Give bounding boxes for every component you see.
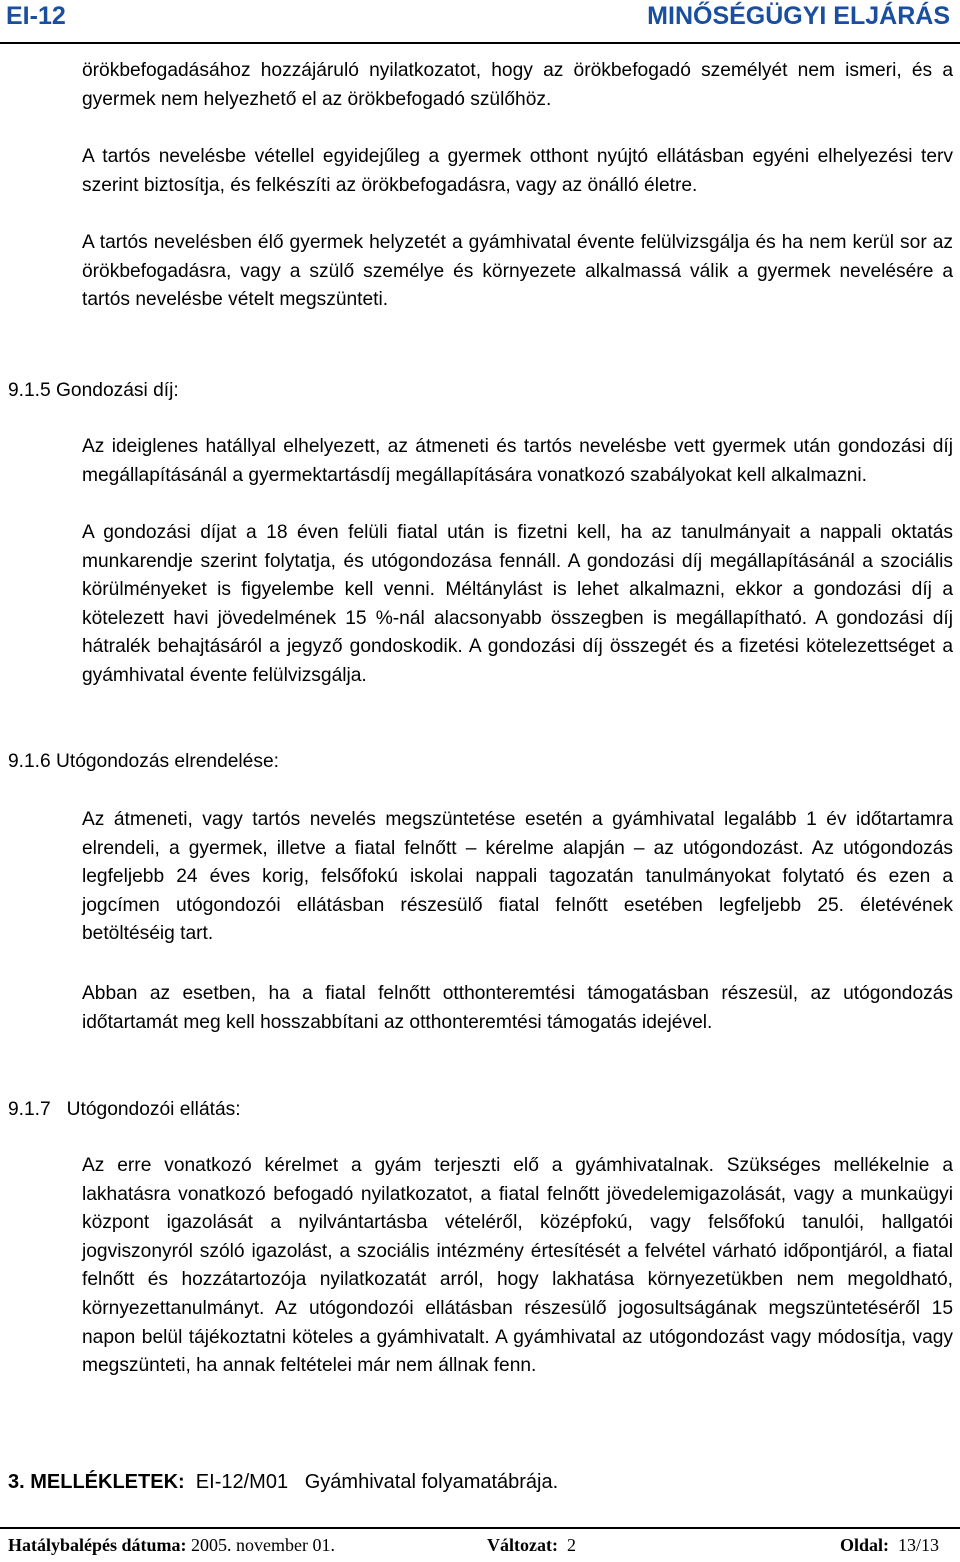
paragraph-aftercare-extension: Abban az esetben, ha a fiatal felnőtt otthonteremtési támogatásban részesül, az utógondozás időtartamát meg kell hosszabbítani az otthonteremtési támogatás idejével.	[82, 983, 953, 1033]
section-heading-9-1-5: 9.1.5 Gondozási díj:	[8, 380, 179, 401]
paragraph-placement-plan: A tartós nevelésbe vétellel egyidejűleg a gyermek otthont nyújtó ellátásban egyéni elhelyezési terv szerint biztosítja, és felkészíti az örökbefogadásra, vagy az önálló életre.	[82, 146, 953, 196]
paragraph-care-fee-details: A gondozási díjat a 18 éven felüli fiatal után is fizetni kell, ha az tanulmányait a nappali oktatás munkarendje szerint folytatja, és utógondozása fennáll. A gondozási díj megállapításánál a szociális körülményeket is figyelembe kell venni. Méltánylást is lehet alkalmazni, ekkor a gondozási díj a kötelezett havi jövedelmének 15 %-nál alacsonyabb összegben is megállapítható. A gondozási díj hátralék behajtásáról a jegyző gondoskodik. A gondozási díj összegét és a fizetési kötelezettséget a gyámhivatal évente felülvizsgálja.	[82, 522, 953, 686]
paragraph-adoption-consent: örökbefogadásához hozzájáruló nyilatkozatot, hogy az örökbefogadó személyét nem ismeri, és a gyermek nem helyezhető el az örökbefogadó szülőhöz.	[82, 60, 953, 110]
paragraph-annual-review: A tartós nevelésben élő gyermek helyzetét a gyámhivatal évente felülvizsgálja és ha nem kerül sor az örökbefogadásra, vagy a szülő személye és környezete alkalmassá válik a gyermek nevelésére a tartós nevelésbe vételt megszünteti.	[82, 232, 953, 311]
attachments-label: 3. MELLÉKLETEK:	[8, 1471, 185, 1493]
document-title: MINŐSÉGÜGYI ELJÁRÁS	[647, 2, 950, 30]
section-heading-9-1-6: 9.1.6 Utógondozás elrendelése:	[8, 751, 279, 772]
page-footer	[0, 1527, 960, 1562]
paragraph-care-fee: Az ideiglenes hatállyal elhelyezett, az átmeneti és tartós nevelésbe vett gyermek után gondozási díj megállapításánál a gyermektartásdíj megállapítására vonatkozó szabályokat kell alkalmazni.	[82, 436, 953, 486]
attachment-code: EI-12/M01	[195, 1471, 289, 1493]
paragraph-aftercare-service: Az erre vonatkozó kérelmet a gyám terjeszti elő a gyámhivatalnak. Szükséges mellékelnie a lakhatásra vonatkozó befogadó nyilatkozatot, a fiatal felnőtt jövedelemigazolását, vagy a munkaügyi központ igazolását a nyilvántartásba vételéről, középfokú, vagy felsőfokú tanulói, hallgatói jogviszonyról szóló igazolást, a szociális intézmény értesítését a felvétel várható időpontjáról, a fiatal felnőtt és hozzátartozója nyilatkozatát arról, hogy lakhatása környezetükben nem megoldható, környezettanulmányt. Az utógondozói ellátásban részesülő jogosultságának megszüntetéséről 15 napon belül tájékoztatni köteles a gyámhivatalt. A gyámhivatal az utógondozást vagy módosítja, vagy megszünteti, ha annak feltételei már nem állnak fenn.	[82, 1155, 953, 1377]
page-number: 13/13	[898, 1535, 940, 1555]
effective-date-label: Hatálybalépés dátuma:	[8, 1535, 187, 1555]
section-heading-9-1-7: 9.1.7 Utógondozói ellátás:	[8, 1099, 241, 1120]
footer-page	[840, 1535, 939, 1556]
footer-version	[487, 1535, 576, 1556]
effective-date-value: 2005. november 01.	[191, 1535, 335, 1555]
version-label: Változat:	[487, 1535, 558, 1555]
document-code: EI-12	[6, 2, 66, 30]
version-value: 2	[566, 1535, 576, 1555]
attachments-line	[8, 1468, 558, 1496]
page-header	[0, 0, 960, 44]
paragraph-aftercare-order: Az átmeneti, vagy tartós nevelés megszüntetése esetén a gyámhivatal legalább 1 év időtartamra elrendeli, a gyermek, illetve a fiatal felnőtt – kérelme alapján – az utógondozást. Az utógondozás legfeljebb 24 éves korig, felsőfokú iskolai nappali tagozatán tanulmányokat folytató és ezen a jogcímen utógondozói ellátásban részesülő fiatal felnőtt esetében legfeljebb 25. életévének betöltéséig tart.	[82, 809, 953, 945]
page-label: Oldal:	[840, 1535, 890, 1555]
attachment-title: Gyámhivatal folyamatábrája.	[304, 1471, 559, 1493]
footer-effective-date	[8, 1535, 335, 1556]
